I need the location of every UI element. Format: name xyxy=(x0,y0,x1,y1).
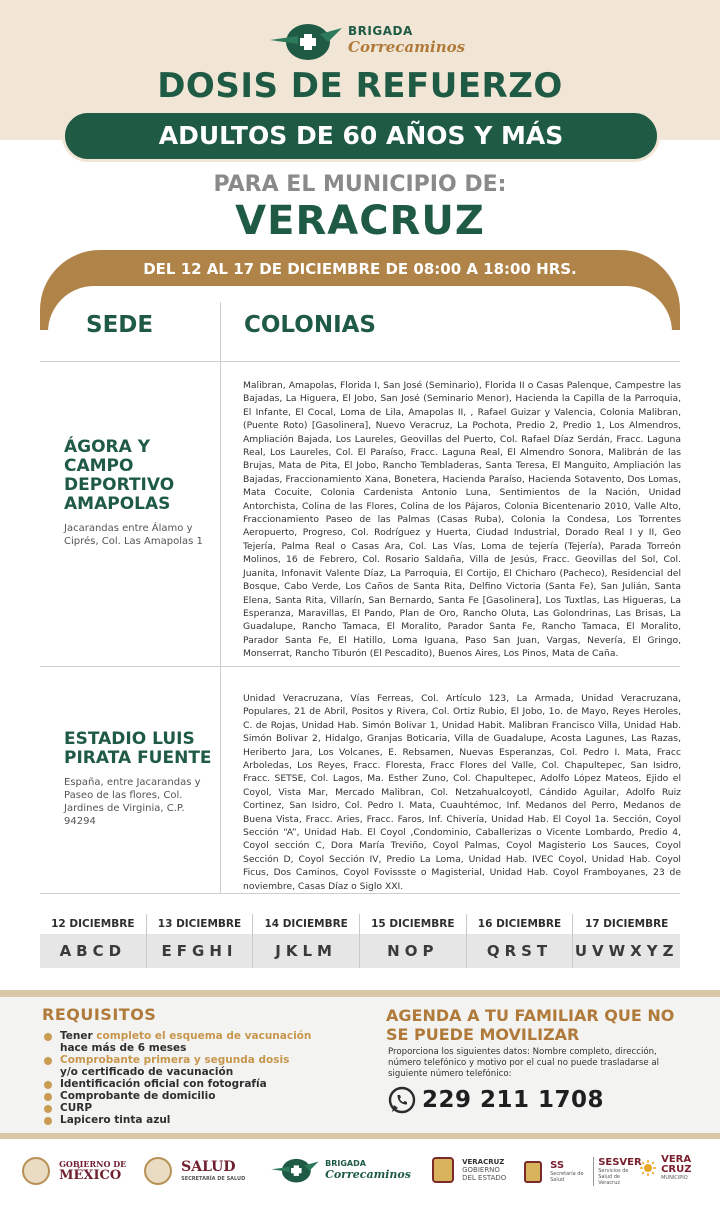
schedule-day xyxy=(40,914,147,968)
schedule-day-label: 13 DICIEMBRE xyxy=(157,918,242,930)
ss-logo-text xyxy=(550,1160,584,1183)
list-item xyxy=(44,1030,364,1054)
sesver-title: SESVER xyxy=(598,1157,642,1168)
req-subtext: hace más de 6 meses xyxy=(60,1042,187,1054)
bullet-icon xyxy=(44,1081,52,1089)
vera-sub: MUNICIPIO xyxy=(661,1175,688,1181)
phone-number[interactable]: 229 211 1708 xyxy=(422,1087,605,1113)
subtitle-pill: ADULTOS DE 60 AÑOS Y MÁS xyxy=(62,110,660,162)
req-text: CURP xyxy=(60,1102,93,1114)
header-sede: SEDE xyxy=(86,312,154,338)
schedule-day-letters: ABCD xyxy=(40,934,146,968)
ss-title: SS xyxy=(550,1160,565,1171)
municipio-label: PARA EL MUNICIPIO DE: xyxy=(213,172,507,197)
req-subtext: y/o certificado de vacunación xyxy=(60,1066,234,1078)
date-range: DEL 12 AL 17 DE DICIEMBRE DE 08:00 A 18:00 HRS. xyxy=(143,260,577,278)
gobierno-mexico-logo xyxy=(22,1157,126,1185)
table-row-divider xyxy=(40,893,680,894)
eagle-seal-icon xyxy=(144,1157,172,1185)
veracruz-mid: GOBIERNO xyxy=(462,1166,500,1174)
list-item xyxy=(44,1090,364,1102)
table-row-divider xyxy=(40,666,680,667)
schedule-day xyxy=(253,914,360,968)
colonias-list: Unidad Veracruzana, Vías Ferreas, Col. Artículo 123, La Armada, Unidad Veracruzana, Populares, 21 de Abril, Positos y Rivera, Col. Ortiz Rubio, El Jobo, 1o. de Mayo, Reyes Heroles, C. de Rojas, Unidad Hab. Simón Bolivar 1, Unidad Habit. Malibran Francisco Villa, Unidad Hab. Simón Bolivar 2, Hidalgo, Granjas Boticaria, Villa de Guadalupe, Acosta Lagunes, Las Razas, Heriberto Jara, Los Volcanes, E. Rebsamen, Nuevas Esperanzas, Col. Pedro I. Mata, Fracc Arboledas, Los Reyes, Fracc. Floresta, Fracc Flores del Valle, Col. Chapultepec, San Isidro, Fracc. SETSE, Col. Lagos, Ma. Esther Zuno, Col. Chapultepec, Adolfo López Mateos, Ejido el Coyol, Vista Mar, Mercado Malibran, Col. Netzahualcoyotl, Cándido Aguilar, Adolfo Ruiz Cortinez, San Isidro, Col. Pedro I. Mata, Cuauhtémoc, Inf. Medanos del Perro, Medanos de Buena Vista, Fracc. Aries, Fracc. Faros, Inf. Chivería, Unidad Hab. El Coyol 1a. Sección, Coyol Sección “A”, Unidad Hab. El Coyol ,Condominio, Caballerizas o Vicente Lombardo, Predio 4, Coyol sección C, Dora María Treviño, Coyol Palmas, Coyol Magisterio Los Sauces, Coyol Sección D, Coyol Sección IV, Predio La Loma, Unidad Hab. IVEC Coyol, Unidad Hab. Coyol Ficus, Dos Caminos, Coyol Fovissste o Magisterial, Unidad Hab. Coyol Framboyanes, 23 de noviembre, Casas Díaz o Siglo XXI. xyxy=(243,693,681,892)
veracruz-logo-text xyxy=(462,1158,506,1182)
sede-cell xyxy=(64,438,214,548)
salud-logo xyxy=(144,1157,245,1185)
req-text: Lapicero tinta azul xyxy=(60,1114,171,1126)
sede-name: ÁGORA Y CAMPO DEPORTIVO AMAPOLAS xyxy=(64,437,175,514)
bullet-icon xyxy=(44,1093,52,1101)
schedule-day-letters: NOP xyxy=(360,934,466,968)
eagle-seal-icon xyxy=(22,1157,50,1185)
sesver-sub: Servicios de Salud de Veracruz xyxy=(598,1168,629,1186)
brigada-brand xyxy=(268,16,488,66)
brigada-footer-text xyxy=(325,1159,411,1181)
veracruz-bot: DEL ESTADO xyxy=(462,1174,507,1182)
shield-icon xyxy=(524,1161,542,1183)
bullet-icon xyxy=(44,1033,52,1041)
bullet-icon xyxy=(44,1057,52,1065)
bullet-icon xyxy=(44,1117,52,1125)
brand-top-text: BRIGADA xyxy=(348,24,413,38)
sede-address: España, entre Jacarandas y Paseo de las flores, Col. Jardines de Virginia, C.P. 94294 xyxy=(64,777,201,827)
requisitos-list xyxy=(44,1030,364,1126)
list-item xyxy=(44,1102,364,1114)
veracruz-municipio-logo xyxy=(640,1155,692,1181)
schedule-day xyxy=(573,914,680,968)
header-colonias: COLONIAS xyxy=(244,312,376,338)
ss-sub: Secretaría de Salud xyxy=(550,1171,584,1183)
schedule-day-label: 16 DICIEMBRE xyxy=(477,918,562,930)
schedule-day-label: 12 DICIEMBRE xyxy=(51,918,135,930)
brand-bottom-text: Correcaminos xyxy=(348,38,466,56)
city-name: VERACRUZ xyxy=(235,198,485,244)
page-title: DOSIS DE REFUERZO xyxy=(157,66,563,106)
schedule-day-label: 14 DICIEMBRE xyxy=(264,918,348,930)
list-item xyxy=(44,1054,364,1078)
req-highlight: Comprobante primera y segunda dosis xyxy=(60,1054,290,1066)
list-item xyxy=(44,1078,364,1090)
schedule-day-letters: QRST xyxy=(467,934,573,968)
schedule-day xyxy=(360,914,467,968)
sun-icon xyxy=(640,1160,656,1176)
salud-title: SALUD xyxy=(181,1158,236,1175)
requisitos-band xyxy=(0,990,720,997)
gobierno-top: GOBIERNO DE xyxy=(59,1158,127,1169)
bullet-icon xyxy=(44,1105,52,1113)
salud-sub: SECRETARÍA DE SALUD xyxy=(181,1175,246,1182)
whatsapp-icon xyxy=(388,1086,416,1114)
brigada-footer-bottom: Correcaminos xyxy=(325,1168,411,1181)
schedule-day-letters: EFGHI xyxy=(147,934,253,968)
colonias-list: Malibran, Amapolas, Florida I, San José (Seminario), Florida II o Casas Palenque, Campestre las Bajadas, La Higuera, El Jobo, San José (Seminario Menor), Hacienda la Capilla de la Parroquia, El Infante, El Cocal, Loma de Lila, Amapolas II, , Rafael Guizar y Valencia, Colonia Malibran, (Puente Roto) [Gasolinera], Nuevo Veracruz, La Pochota, Predio 2, Predio 1, Los Almendros, Ampliación Bajada, Los Laureles, Geovillas del Puerto, Col. Rafael Díaz Serdán, Fracc. Laguna Real, Los Laureles, Col. El Paraíso, Fracc. Laguna Real, El Almendro Sonora, Malibrán de las Brujas, Mata de Pita, El Jobo, Rancho Tembladeras, Santa Teresa, El Manguito, Ampliación las Bajadas, Fraccionamiento Xana, Bonetera, Hacienda Paraíso, Hacienda Sotavento, Dos Lomas, Mata Cocuite, Colonia Cardenista Antonio Luna, Sentimientos de la Nación, Unidad Antorchista, Colina de las Flores, Colina de los Pájaros, Colonia Bicentenario 2010, Valle Alto, Fraccionamiento Paseo de las Palmas (Casas Ruba), Colonia la Condesa, Los Torrentes Aeropuerto, Progreso, Col. Rodríguez y Huerta, Ciudad Industrial, Dorado Real I y II, Geo Tejería, Palma Real o Casas Ara, Col. Las Vías, Loma de tejería (Tejería), Parada Torreón Molinos, 16 de Febrero, Col. Rosario Saldaña, Villa de Jesús, Fracc. Geovillas del Sol, Col. Juanita, Infonavit Valente Díaz, La Parroquia, El Cortijo, El Chicharo (Pacheco), Residencial del Bosque, Cabo Verde, Los Caños de Santa Rita, Delfino Victoria (Santa Fe), San Julián, Santa Elena, Santa Rita, Villarín, San Bernardo, Santa Fe [Gasolinera], Los Tuxtlas, Las Higueras, La Esperanza, Maravillas, El Pando, Plan de Oro, Rancho Oluta, Las Golondrinas, Las Brisas, La Guadalupe, Rancho Tamaca, El Moralito, Parador Santa Fe, Rancho Tamaca, El Moralito, Parador Santa Fe, El Hatillo, Loma Iguana, Paso San Juan, Vargas, Nevería, El Gringo, Monserrat, Rancho Tiburón (El Pescadito), Buenos Aires, Los Pinos, Mata de Caña. xyxy=(243,380,681,660)
sede-cell xyxy=(64,730,214,828)
schedule-day-label: 17 DICIEMBRE xyxy=(584,918,669,930)
shield-icon xyxy=(432,1157,454,1183)
agenda-text: Proporciona los siguientes datos: Nombre completo, dirección, número telefónico y motivo por el cual no puede trasladarse al siguiente número telefónico: xyxy=(388,1047,660,1079)
schedule-day-letters: UVWXYZ xyxy=(573,934,680,968)
salud-logo-text xyxy=(181,1160,245,1183)
requisitos-band xyxy=(0,1133,720,1139)
schedule-day xyxy=(467,914,574,968)
gobierno-logo-text xyxy=(59,1160,126,1183)
table-divider xyxy=(220,302,221,894)
requisitos-title: REQUISITOS xyxy=(42,1005,157,1024)
table-row-divider xyxy=(40,361,680,362)
vera-logo-text xyxy=(661,1155,691,1181)
ss-sesver-logo xyxy=(524,1157,642,1186)
agenda-title: AGENDA A TU FAMILIAR QUE NO SE PUEDE MOVILIZAR xyxy=(386,1006,675,1044)
roadrunner-logo-icon xyxy=(268,20,344,62)
req-text: Tener xyxy=(60,1030,97,1042)
gobierno-bottom: MÉXICO xyxy=(59,1167,122,1183)
sesver-logo-text xyxy=(593,1157,642,1186)
brigada-footer-logo xyxy=(270,1155,411,1185)
schedule-day-letters: JKLM xyxy=(253,934,359,968)
schedule-grid xyxy=(40,914,680,968)
schedule-day xyxy=(147,914,254,968)
roadrunner-logo-icon xyxy=(270,1155,320,1185)
req-text: Identificación oficial con fotografía xyxy=(60,1078,267,1090)
veracruz-gobierno-logo xyxy=(432,1157,506,1183)
req-highlight: completo el esquema de vacunación xyxy=(96,1030,312,1042)
brigada-footer-top: BRIGADA xyxy=(325,1159,366,1168)
veracruz-top: VERACRUZ xyxy=(462,1158,505,1166)
list-item xyxy=(44,1114,364,1126)
req-text: Comprobante de domicilio xyxy=(60,1090,216,1102)
sede-name: ESTADIO LUIS PIRATA FUENTE xyxy=(64,729,212,768)
vera-bot: CRUZ xyxy=(661,1164,692,1175)
sede-address: Jacarandas entre Álamo y Ciprés, Col. Las Amapolas 1 xyxy=(64,523,203,547)
footer-logos xyxy=(0,1145,720,1203)
schedule-day-label: 15 DICIEMBRE xyxy=(371,918,455,930)
vera-top: VERA xyxy=(661,1154,692,1165)
